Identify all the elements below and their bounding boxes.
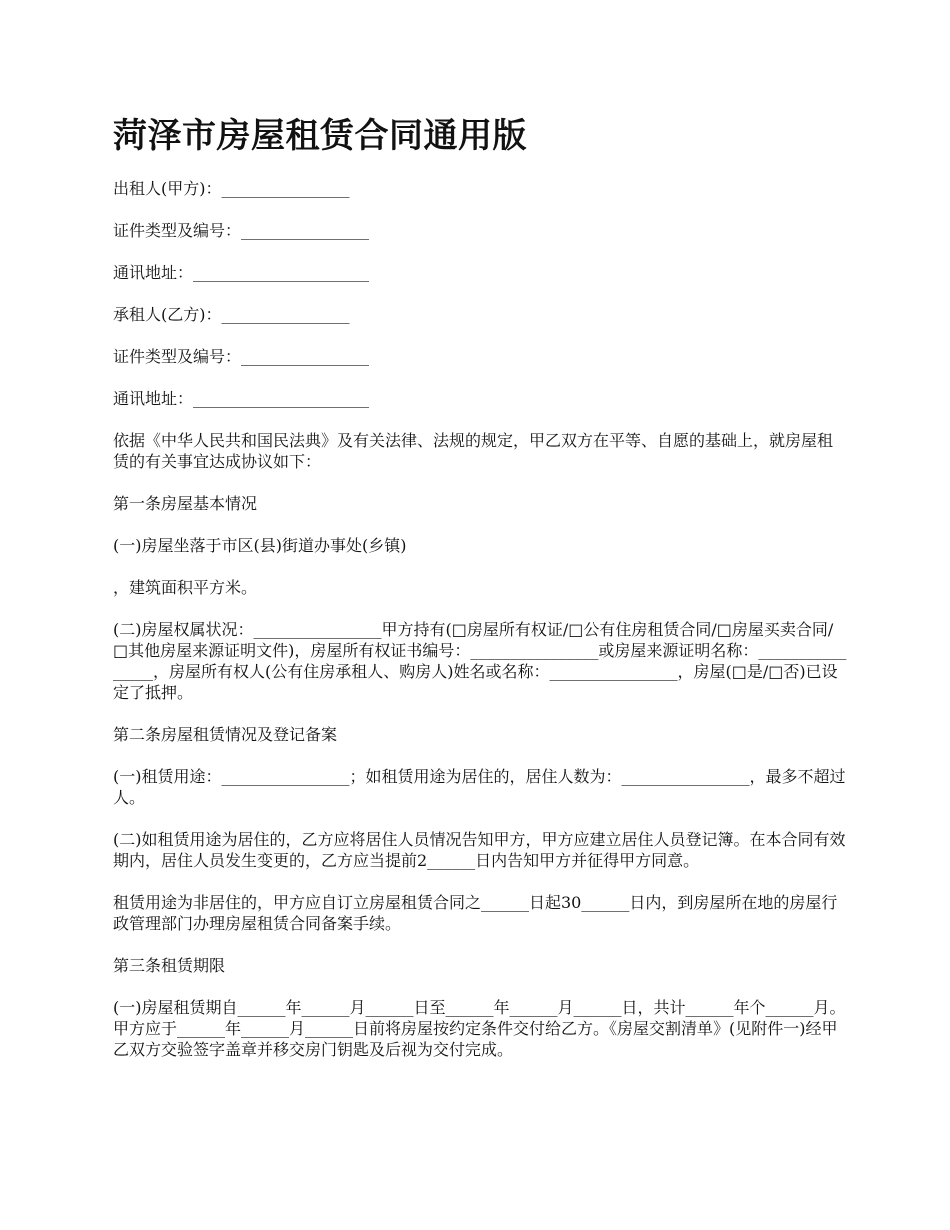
article-2-item-1: (一)租赁用途：________________；如租赁用途为居住的，居住人数为：________________，最多不超过人。 <box>113 767 846 807</box>
article-3-heading: 第三条租赁期限 <box>113 956 226 975</box>
lessee-address-line: 通讯地址：______________________ <box>113 389 370 408</box>
article-1-heading: 第一条房屋基本情况 <box>113 494 258 513</box>
lessor-line: 出租人(甲方)：________________ <box>113 179 350 198</box>
preamble-paragraph: 依据《中华人民共和国民法典》及有关法律、法规的规定，甲乙双方在平等、自愿的基础上，就房屋租赁的有关事宜达成协议如下： <box>113 431 834 471</box>
lessor-id-line: 证件类型及编号：________________ <box>113 221 370 240</box>
lessee-line: 承租人(乙方)：________________ <box>113 305 350 324</box>
lessee-id-line: 证件类型及编号：________________ <box>113 347 370 366</box>
article-2-item-2: (二)如租赁用途为居住的，乙方应将居住人员情况告知甲方，甲方应建立居住人员登记簿。在本合同有效期内，居住人员发生变更的，乙方应当提前2______日内告知甲方并征得甲方同意。 <box>113 830 846 870</box>
article-1-item-1: (一)房屋坐落于市区(县)街道办事处(乡镇) <box>113 536 407 555</box>
article-1-item-2: (二)房屋权属状况：________________甲方持有(□房屋所有权证/□公有住房租赁合同/□房屋买卖合同/□其他房屋来源证明文件)，房屋所有权证书编号：________________或房屋来源证明名称：________________，房屋所有权人(公有住房承租人、购房人)姓名或名称：________________，房屋(□是/□否)已设定了抵押。 <box>113 620 847 702</box>
lessor-address-line: 通讯地址：______________________ <box>113 263 370 282</box>
document-title: 菏泽市房屋租赁合同通用版 <box>113 116 527 156</box>
document-page <box>113 110 848 1081</box>
article-2-heading: 第二条房屋租赁情况及登记备案 <box>113 725 338 744</box>
article-3-item-1: (一)房屋租赁期自______年______月______日至______年______月______日，共计______年个______月。甲方应于______年______月______日前将房屋按约定条件交付给乙方。《房屋交割清单》(见附件一)经甲乙双方交验签字盖章并移交房门钥匙及后视为交付完成。 <box>113 998 846 1059</box>
article-2-non-residential: 租赁用途为非居住的，甲方应自订立房屋租赁合同之______日起30______日内，到房屋所在地的房屋行政管理部门办理房屋租赁合同备案手续。 <box>113 893 838 933</box>
article-1-area-line: ，建筑面积平方米。 <box>113 578 258 597</box>
